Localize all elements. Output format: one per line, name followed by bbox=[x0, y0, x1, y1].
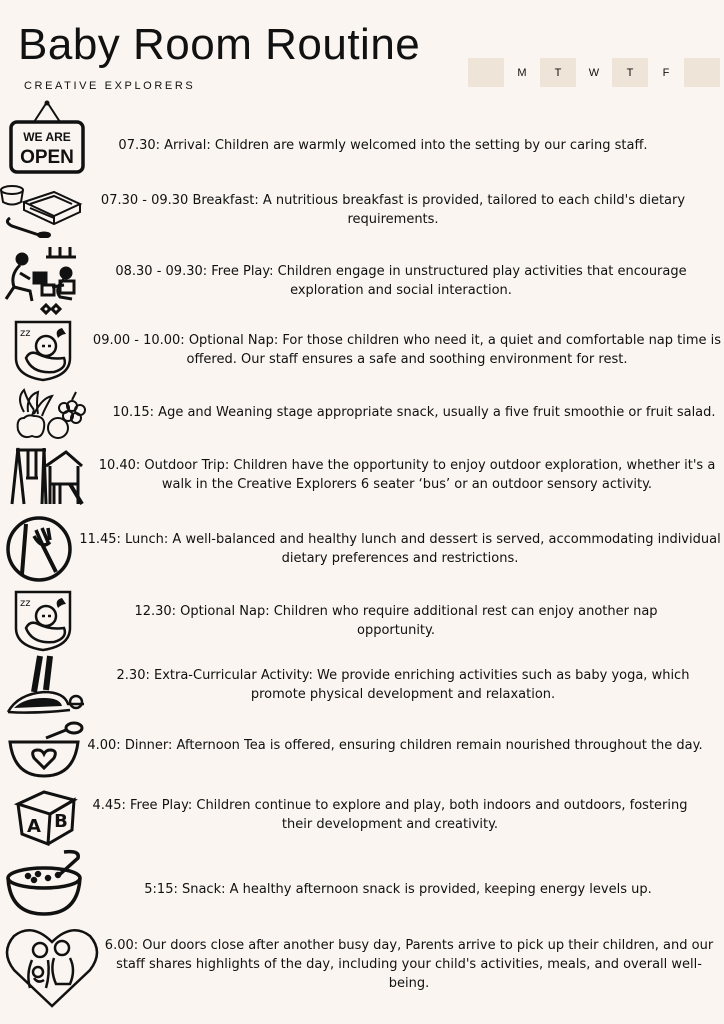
breakfast-icon bbox=[0, 182, 86, 238]
routine-text: 07.30 - 09.30 Breakfast: A nutritious breakfast is provided, tailored to each child's dietary requirements. bbox=[100, 193, 686, 227]
day-box-wednesday: W bbox=[588, 66, 600, 79]
plate-cutlery-icon bbox=[6, 514, 72, 584]
abc-block-icon bbox=[14, 782, 78, 848]
routine-text: 11.45: Lunch: A well-balanced and healthy lunch and dessert is served, accommodating individual dietary preferences and restrictions. bbox=[79, 532, 721, 566]
day-box-tuesday: T bbox=[540, 58, 576, 87]
page-title: Baby Room Routine bbox=[18, 20, 421, 69]
routine-text: 10.15: Age and Weaning stage appropriate snack, usually a five fruit smoothie or fruit salad. bbox=[112, 405, 716, 420]
routine-text: 4.45: Free Play: Children continue to explore and play, both indoors and outdoors, fostering their development and creativity. bbox=[92, 798, 688, 832]
block-letter: B bbox=[54, 811, 68, 832]
playground-icon bbox=[8, 444, 84, 506]
routine-text: 5:15: Snack: A healthy afternoon snack is provided, keeping energy levels up. bbox=[144, 882, 652, 897]
day-box-monday: M bbox=[517, 66, 527, 79]
routine-text: 12.30: Optional Nap: Children who require additional rest can enjoy another nap opportunity. bbox=[134, 604, 658, 638]
block-letter: A bbox=[27, 816, 41, 837]
svg-text:zz: zz bbox=[20, 328, 31, 339]
heart-bowl-icon bbox=[8, 720, 84, 780]
cereal-bowl-icon bbox=[4, 848, 90, 918]
sleeping-baby-icon bbox=[10, 318, 76, 382]
day-box-blank bbox=[468, 58, 504, 87]
routine-text: 08.30 - 09.30: Free Play: Children engage in unstructured play activities that encourage exploration and social interaction. bbox=[115, 264, 687, 298]
fruit-icon bbox=[12, 388, 90, 440]
page-subtitle: CREATIVE EXPLORERS bbox=[24, 80, 196, 92]
day-box-blank bbox=[684, 58, 720, 87]
routine-text: 07.30: Arrival: Children are warmly welcomed into the setting by our caring staff. bbox=[118, 138, 648, 153]
sleeping-baby-icon bbox=[10, 588, 76, 652]
baby-yoga-icon bbox=[4, 652, 88, 716]
routine-text: 4.00: Dinner: Afternoon Tea is offered, ensuring children remain nourished throughout the day. bbox=[87, 738, 703, 753]
day-box-thursday: T bbox=[612, 58, 648, 87]
play-icon bbox=[2, 243, 82, 315]
routine-text: 09.00 - 10.00: Optional Nap: For those children who need it, a quiet and comfortable nap time is offered. Our staff ensures a safe and soothing environment for rest. bbox=[92, 333, 722, 367]
day-box-friday: F bbox=[662, 66, 670, 79]
svg-text:zz: zz bbox=[20, 598, 31, 609]
family-heart-icon bbox=[4, 924, 100, 1010]
routine-text: 2.30: Extra-Curricular Activity: We provide enriching activities such as baby yoga, which promote physical development and relaxation. bbox=[116, 668, 690, 702]
open-sign-icon bbox=[8, 100, 86, 176]
sign-text-line2: OPEN bbox=[20, 147, 74, 168]
sign-text-line1: WE ARE bbox=[23, 130, 71, 144]
routine-text: 10.40: Outdoor Trip: Children have the opportunity to enjoy outdoor exploration, whether it's a walk in the Creative Explorers 6 seater ‘bus’ or an outdoor sensory activity. bbox=[98, 458, 716, 492]
routine-text: 6.00: Our doors close after another busy day, Parents arrive to pick up their children, and our staff shares highlights of the day, including your child's activities, meals, and overall well-being. bbox=[104, 938, 714, 991]
